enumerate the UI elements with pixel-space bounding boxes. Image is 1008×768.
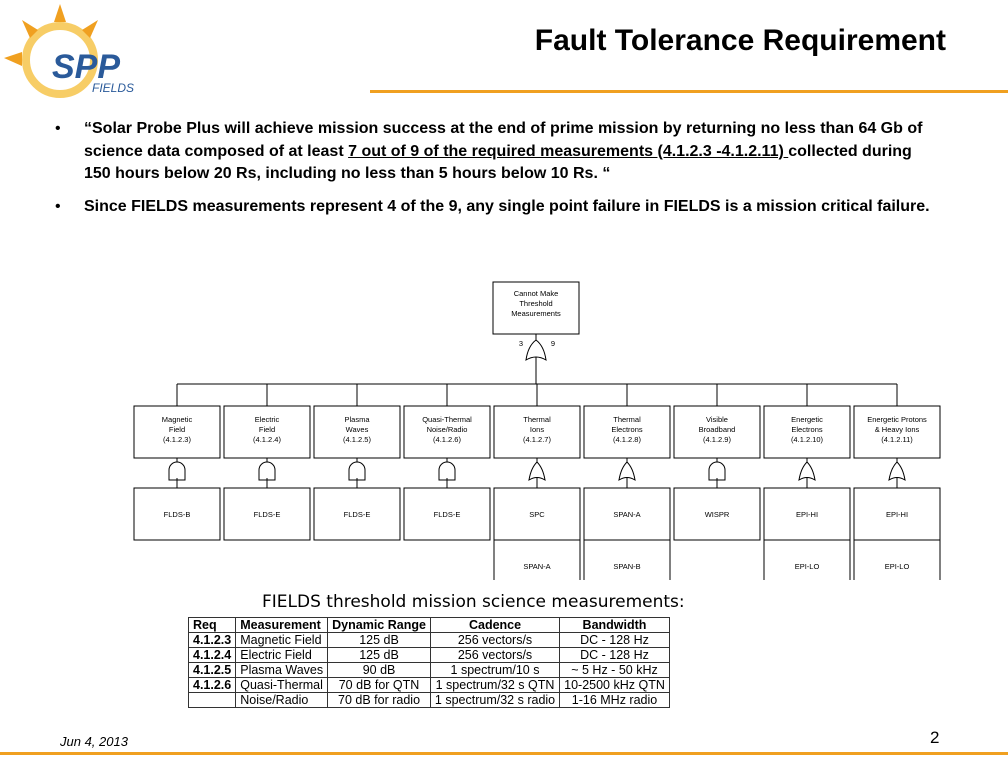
footer-date: Jun 4, 2013 [60, 734, 128, 749]
table-header-row [189, 618, 670, 633]
instrument-box [494, 540, 580, 580]
measurement-label: & Heavy Ions [874, 425, 920, 434]
instrument-label: SPAN-A [613, 510, 641, 519]
cell-bandwidth: DC - 128 Hz [560, 648, 670, 663]
measurement-label: Electrons [611, 425, 643, 434]
bullet-list [55, 118, 940, 228]
cell-bandwidth: 1-16 MHz radio [560, 693, 670, 708]
header-cadence: Cadence [430, 618, 559, 633]
measurement-label: Waves [345, 425, 369, 434]
logo-sub-text: FIELDS [92, 81, 135, 95]
measurement-label: Ions [529, 425, 545, 434]
measurement-label: (4.1.2.8) [613, 435, 641, 444]
measurement-label: (4.1.2.7) [523, 435, 551, 444]
measurement-label: (4.1.2.9) [703, 435, 731, 444]
title-divider [370, 90, 1008, 93]
and-gate-icon [259, 462, 275, 480]
header-dynamic-range: Dynamic Range [328, 618, 431, 633]
or-gate-icon [889, 462, 905, 480]
table-row [189, 648, 670, 663]
fault-tree-diagram [0, 280, 1008, 580]
bullet-icon: • [55, 197, 61, 215]
cell-cadence: 1 spectrum/32 s radio [430, 693, 559, 708]
cell-req: 4.1.2.5 [189, 663, 236, 678]
bullet-item [55, 118, 940, 186]
instrument-label: EPI-LO [884, 562, 910, 571]
instrument-label: WISPR [704, 510, 730, 519]
cell-measurement: Electric Field [236, 648, 328, 663]
cell-req: 4.1.2.4 [189, 648, 236, 663]
instrument-label: EPI-HI [885, 510, 909, 519]
measurement-label: (4.1.2.6) [433, 435, 461, 444]
or-gate-icon [799, 462, 815, 480]
measurement-label: Electric [254, 415, 280, 424]
and-gate-icon [169, 462, 185, 480]
footer-divider [0, 752, 1008, 755]
cell-bandwidth: 10-2500 kHz QTN [560, 678, 670, 693]
measurements-table [188, 617, 670, 708]
measurement-label: Quasi-Thermal [422, 415, 472, 424]
measurement-label: (4.1.2.3) [163, 435, 191, 444]
instrument-box [764, 540, 850, 580]
instrument-label: SPAN-A [523, 562, 551, 571]
table-caption: FIELDS threshold mission science measurements: [262, 592, 685, 612]
measurement-label: Broadband [698, 425, 736, 434]
measurement-label: Plasma [344, 415, 370, 424]
measurement-label: Electrons [791, 425, 823, 434]
cell-req: 4.1.2.6 [189, 678, 236, 693]
bullet-icon: • [55, 120, 61, 137]
and-gate-icon [349, 462, 365, 480]
cell-dynamic-range: 90 dB [328, 663, 431, 678]
top-event-label: Cannot Make [513, 289, 559, 298]
logo-main-text: SPP [52, 48, 121, 86]
cell-cadence: 256 vectors/s [430, 633, 559, 648]
measurement-label: Energetic [791, 415, 823, 424]
cell-dynamic-range: 125 dB [328, 633, 431, 648]
instrument-box [854, 540, 940, 580]
cell-cadence: 256 vectors/s [430, 648, 559, 663]
measurement-label: (4.1.2.10) [790, 435, 824, 444]
top-event-label: Measurements [511, 309, 561, 318]
header-bandwidth: Bandwidth [560, 618, 670, 633]
table-row [189, 693, 670, 708]
instrument-label: SPC [529, 510, 545, 519]
spp-fields-logo [0, 0, 170, 100]
gate-label-left: 3 [518, 339, 524, 348]
cell-req [189, 693, 236, 708]
or-gate-icon [619, 462, 635, 480]
cell-cadence: 1 spectrum/32 s QTN [430, 678, 559, 693]
bullet-1-text-post: collected during 150 hours below 20 Rs, including no less than 5 hours below 10 Rs. “ [84, 142, 912, 182]
header-measurement: Measurement [236, 618, 328, 633]
bullet-1-text-underlined: 7 out of 9 of the required measurements (4.1.2.3 -4.1.2.11) [348, 142, 789, 160]
and-gate-icon [709, 462, 725, 480]
measurement-label: Thermal [613, 415, 641, 424]
table-row [189, 663, 670, 678]
instrument-label: FLDS-E [343, 510, 371, 519]
instrument-box [584, 540, 670, 580]
measurement-label: Noise/Radio [426, 425, 468, 434]
or-gate-icon [529, 462, 545, 480]
measurement-label: Magnetic [161, 415, 193, 424]
table-row [189, 633, 670, 648]
measurement-label: Energetic Protons [867, 415, 927, 424]
cell-cadence: 1 spectrum/10 s [430, 663, 559, 678]
cell-measurement: Magnetic Field [236, 633, 328, 648]
and-gate-icon [439, 462, 455, 480]
page-title: Fault Tolerance Requirement [534, 24, 946, 57]
bullet-1-text-pre: “Solar Probe Plus will achieve mission success at the end of prime mission by returning no less than 64 Gb of science data composed of at least [84, 120, 923, 160]
cell-dynamic-range: 70 dB for QTN [328, 678, 431, 693]
cell-measurement: Noise/Radio [236, 693, 328, 708]
cell-dynamic-range: 125 dB [328, 648, 431, 663]
cell-bandwidth: DC - 128 Hz [560, 633, 670, 648]
instrument-label: FLDS-E [433, 510, 461, 519]
bullet-item [55, 196, 940, 219]
measurement-label: (4.1.2.5) [343, 435, 371, 444]
measurement-label: Thermal [523, 415, 551, 424]
page-number: 2 [930, 728, 940, 747]
cell-dynamic-range: 70 dB for radio [328, 693, 431, 708]
cell-req: 4.1.2.3 [189, 633, 236, 648]
measurement-label: (4.1.2.11) [881, 435, 913, 444]
cell-measurement: Quasi-Thermal [236, 678, 328, 693]
instrument-label: EPI-HI [795, 510, 819, 519]
instrument-label: FLDS-E [253, 510, 281, 519]
table-row [189, 678, 670, 693]
cell-bandwidth: ~ 5 Hz - 50 kHz [560, 663, 670, 678]
top-event-label: Threshold [519, 299, 553, 308]
bullet-2-text: Since FIELDS measurements represent 4 of the 9, any single point failure in FIELDS is a mission critical failure. [84, 197, 930, 215]
measurement-label: Field [168, 425, 186, 434]
measurement-label: Field [258, 425, 276, 434]
measurement-label: (4.1.2.4) [253, 435, 281, 444]
header-req: Req [189, 618, 236, 633]
cell-measurement: Plasma Waves [236, 663, 328, 678]
instrument-label: SPAN-B [613, 562, 641, 571]
instrument-label: EPI-LO [794, 562, 820, 571]
gate-label-right: 9 [550, 339, 556, 348]
instrument-label: FLDS-B [163, 510, 191, 519]
measurement-label: Visible [706, 415, 728, 424]
